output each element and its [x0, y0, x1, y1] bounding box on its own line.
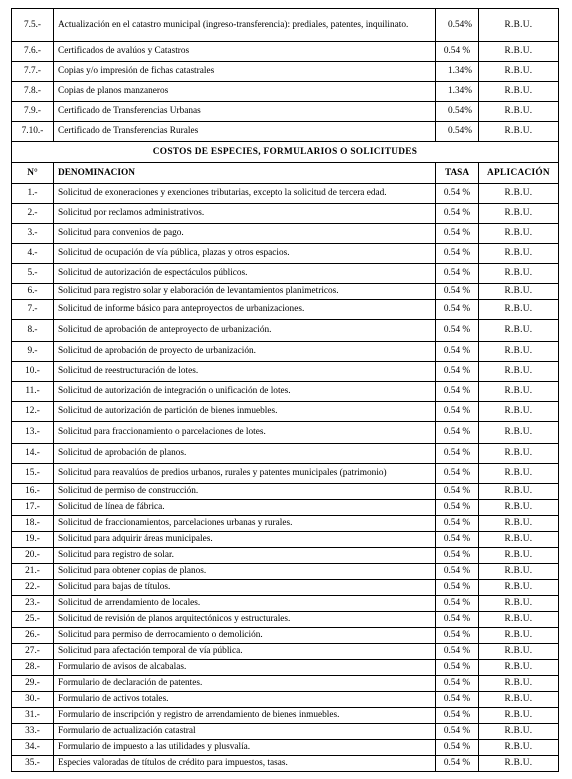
table-row: [12, 42, 559, 62]
row-aplicacion: R.B.U.: [479, 320, 559, 342]
row-tasa: 0.54 %: [436, 644, 479, 660]
table-row: [12, 628, 559, 644]
table-row: [12, 692, 559, 708]
table-row: [12, 500, 559, 516]
row-number: 16.-: [12, 484, 54, 500]
row-denominacion: Solicitud para afectación temporal de vía pública.: [54, 644, 436, 660]
table-row: [12, 204, 559, 224]
row-number: 5.-: [12, 264, 54, 284]
row-tasa: 0.54 %: [436, 660, 479, 676]
row-number: 25.-: [12, 612, 54, 628]
row-tasa: 0.54 %: [436, 484, 479, 500]
row-aplicacion: R.B.U.: [479, 660, 559, 676]
table-row: [12, 644, 559, 660]
table-row: [12, 444, 559, 464]
table-row: [12, 564, 559, 580]
table-row: [12, 612, 559, 628]
header-number: N°: [12, 163, 54, 184]
row-number: 10.-: [12, 362, 54, 382]
row-number: 31.-: [12, 708, 54, 724]
row-aplicacion: R.B.U.: [479, 184, 559, 204]
row-number: 7.10.-: [12, 122, 54, 142]
row-aplicacion: R.B.U.: [479, 204, 559, 224]
row-number: 3.-: [12, 224, 54, 244]
header-row: [12, 163, 559, 184]
row-aplicacion: R.B.U.: [479, 284, 559, 300]
row-denominacion: Certificado de Transferencias Urbanas: [54, 102, 436, 122]
row-aplicacion: R.B.U.: [479, 516, 559, 532]
fee-table: [11, 8, 559, 772]
row-tasa: 0.54%: [436, 9, 479, 42]
row-aplicacion: R.B.U.: [479, 342, 559, 362]
row-aplicacion: R.B.U.: [479, 564, 559, 580]
row-aplicacion: R.B.U.: [479, 42, 559, 62]
table-row: [12, 342, 559, 362]
row-denominacion: Copias de planos manzaneros: [54, 82, 436, 102]
row-tasa: 0.54 %: [436, 628, 479, 644]
row-tasa: 0.54 %: [436, 42, 479, 62]
table-row: [12, 82, 559, 102]
row-denominacion: Solicitud por reclamos administrativos.: [54, 204, 436, 224]
row-denominacion: Copias y/o impresión de fichas catastrales: [54, 62, 436, 82]
row-aplicacion: R.B.U.: [479, 644, 559, 660]
table-row: [12, 724, 559, 740]
row-denominacion: Formulario de activos totales.: [54, 692, 436, 708]
row-number: 13.-: [12, 422, 54, 444]
row-tasa: 0.54 %: [436, 464, 479, 484]
row-tasa: 0.54 %: [436, 402, 479, 422]
table-row: [12, 756, 559, 772]
row-tasa: 0.54 %: [436, 204, 479, 224]
row-denominacion: Solicitud de autorización de espectáculos públicos.: [54, 264, 436, 284]
row-number: 8.-: [12, 320, 54, 342]
row-tasa: 0.54 %: [436, 362, 479, 382]
row-number: 27.-: [12, 644, 54, 660]
row-tasa: 0.54 %: [436, 500, 479, 516]
row-aplicacion: R.B.U.: [479, 676, 559, 692]
table-row: [12, 62, 559, 82]
top-rows: [12, 9, 559, 142]
row-number: 29.-: [12, 676, 54, 692]
row-number: 1.-: [12, 184, 54, 204]
row-tasa: 0.54 %: [436, 284, 479, 300]
row-number: 7.6.-: [12, 42, 54, 62]
row-number: 2.-: [12, 204, 54, 224]
row-aplicacion: R.B.U.: [479, 548, 559, 564]
row-number: 30.-: [12, 692, 54, 708]
table-row: [12, 102, 559, 122]
row-tasa: 0.54 %: [436, 382, 479, 402]
row-aplicacion: R.B.U.: [479, 382, 559, 402]
header-aplicacion: APLICACIÓN: [479, 163, 559, 184]
row-number: 6.-: [12, 284, 54, 300]
table-row: [12, 516, 559, 532]
table-row: [12, 740, 559, 756]
row-aplicacion: R.B.U.: [479, 692, 559, 708]
table-row: [12, 362, 559, 382]
row-denominacion: Solicitud para bajas de títulos.: [54, 580, 436, 596]
row-number: 12.-: [12, 402, 54, 422]
row-aplicacion: R.B.U.: [479, 708, 559, 724]
row-aplicacion: R.B.U.: [479, 300, 559, 320]
row-denominacion: Solicitud para obtener copias de planos.: [54, 564, 436, 580]
row-aplicacion: R.B.U.: [479, 532, 559, 548]
row-tasa: 0.54 %: [436, 548, 479, 564]
row-denominacion: Solicitud de arrendamiento de locales.: [54, 596, 436, 612]
row-denominacion: Solicitud de línea de fábrica.: [54, 500, 436, 516]
row-denominacion: Solicitud para fraccionamiento o parcelaciones de lotes.: [54, 422, 436, 444]
row-denominacion: Solicitud de autorización de integración o unificación de lotes.: [54, 382, 436, 402]
row-tasa: 0.54 %: [436, 516, 479, 532]
row-tasa: 0.54 %: [436, 224, 479, 244]
table-row: [12, 320, 559, 342]
table-row: [12, 264, 559, 284]
row-aplicacion: R.B.U.: [479, 362, 559, 382]
row-tasa: 0.54 %: [436, 422, 479, 444]
row-denominacion: Solicitud de exoneraciones y exenciones tributarias, excepto la solicitud de tercera edad.: [54, 184, 436, 204]
section: [12, 142, 559, 184]
row-denominacion: Solicitud de reestructuración de lotes.: [54, 362, 436, 382]
table-row: [12, 122, 559, 142]
row-aplicacion: R.B.U.: [479, 464, 559, 484]
row-number: 22.-: [12, 580, 54, 596]
row-tasa: 0.54%: [436, 102, 479, 122]
row-aplicacion: R.B.U.: [479, 224, 559, 244]
row-denominacion: Solicitud para registro de solar.: [54, 548, 436, 564]
row-tasa: 0.54 %: [436, 580, 479, 596]
table-row: [12, 596, 559, 612]
row-tasa: 0.54 %: [436, 692, 479, 708]
row-denominacion: Solicitud para registro solar y elaboración de levantamientos planimetricos.: [54, 284, 436, 300]
row-aplicacion: R.B.U.: [479, 500, 559, 516]
table-row: [12, 464, 559, 484]
row-number: 11.-: [12, 382, 54, 402]
row-denominacion: Solicitud para reavalúos de predios urbanos, rurales y patentes municipales (patrimonio): [54, 464, 436, 484]
table-row: [12, 402, 559, 422]
row-tasa: 0.54 %: [436, 532, 479, 548]
row-aplicacion: R.B.U.: [479, 402, 559, 422]
table-row: [12, 676, 559, 692]
row-number: 7.-: [12, 300, 54, 320]
row-number: 20.-: [12, 548, 54, 564]
header-tasa: TASA: [436, 163, 479, 184]
row-denominacion: Solicitud de aprobación de proyecto de urbanización.: [54, 342, 436, 362]
row-denominacion: Especies valoradas de títulos de crédito para impuestos, tasas.: [54, 756, 436, 772]
table-row: [12, 422, 559, 444]
row-tasa: 0.54 %: [436, 564, 479, 580]
row-denominacion: Certificados de avalúos y Catastros: [54, 42, 436, 62]
row-aplicacion: R.B.U.: [479, 264, 559, 284]
table-row: [12, 184, 559, 204]
row-denominacion: Actualización en el catastro municipal (ingreso-transferencia): prediales, patentes, inquilinato.: [54, 9, 436, 42]
row-number: 28.-: [12, 660, 54, 676]
row-number: 35.-: [12, 756, 54, 772]
row-tasa: 0.54 %: [436, 342, 479, 362]
row-tasa: 0.54 %: [436, 264, 479, 284]
row-denominacion: Solicitud de revisión de planos arquitectónicos y estructurales.: [54, 612, 436, 628]
row-denominacion: Formulario de inscripción y registro de arrendamiento de bienes inmuebles.: [54, 708, 436, 724]
row-tasa: 0.54 %: [436, 756, 479, 772]
row-denominacion: Formulario de impuesto a las utilidades y plusvalía.: [54, 740, 436, 756]
row-denominacion: Solicitud de aprobación de planos.: [54, 444, 436, 464]
row-number: 14.-: [12, 444, 54, 464]
row-number: 15.-: [12, 464, 54, 484]
table-row: [12, 548, 559, 564]
row-number: 18.-: [12, 516, 54, 532]
row-tasa: 0.54 %: [436, 724, 479, 740]
row-number: 26.-: [12, 628, 54, 644]
row-number: 7.5.-: [12, 9, 54, 42]
table-row: [12, 532, 559, 548]
row-number: 9.-: [12, 342, 54, 362]
row-tasa: 0.54 %: [436, 300, 479, 320]
row-tasa: 1.34%: [436, 82, 479, 102]
row-aplicacion: R.B.U.: [479, 484, 559, 500]
row-tasa: 0.54 %: [436, 184, 479, 204]
row-aplicacion: R.B.U.: [479, 756, 559, 772]
row-denominacion: Solicitud de aprobación de anteproyecto de urbanización.: [54, 320, 436, 342]
row-denominacion: Formulario de avisos de alcabalas.: [54, 660, 436, 676]
row-aplicacion: R.B.U.: [479, 62, 559, 82]
row-denominacion: Formulario de actualización catastral: [54, 724, 436, 740]
row-number: 23.-: [12, 596, 54, 612]
row-aplicacion: R.B.U.: [479, 82, 559, 102]
row-number: 21.-: [12, 564, 54, 580]
row-aplicacion: R.B.U.: [479, 444, 559, 464]
row-aplicacion: R.B.U.: [479, 580, 559, 596]
table-row: [12, 224, 559, 244]
row-number: 4.-: [12, 244, 54, 264]
row-denominacion: Solicitud de ocupación de vía pública, plazas y otros espacios.: [54, 244, 436, 264]
table-row: [12, 580, 559, 596]
table-row: [12, 300, 559, 320]
table-row: [12, 484, 559, 500]
section-title-row: [12, 142, 559, 163]
row-number: 7.9.-: [12, 102, 54, 122]
row-number: 17.-: [12, 500, 54, 516]
row-denominacion: Solicitud para adquirir áreas municipales.: [54, 532, 436, 548]
row-number: 19.-: [12, 532, 54, 548]
row-tasa: 0.54 %: [436, 740, 479, 756]
row-tasa: 0.54 %: [436, 676, 479, 692]
row-number: 33.-: [12, 724, 54, 740]
row-aplicacion: R.B.U.: [479, 628, 559, 644]
row-denominacion: Formulario de declaración de patentes.: [54, 676, 436, 692]
row-aplicacion: R.B.U.: [479, 244, 559, 264]
row-tasa: 0.54 %: [436, 444, 479, 464]
row-tasa: 0.54 %: [436, 320, 479, 342]
row-denominacion: Solicitud de permiso de construcción.: [54, 484, 436, 500]
row-tasa: 0.54 %: [436, 708, 479, 724]
table-row: [12, 660, 559, 676]
row-denominacion: Solicitud de fraccionamientos, parcelaciones urbanas y rurales.: [54, 516, 436, 532]
row-denominacion: Certificado de Transferencias Rurales: [54, 122, 436, 142]
header-denominacion: DENOMINACION: [54, 163, 436, 184]
table-row: [12, 9, 559, 42]
row-tasa: 0.54 %: [436, 596, 479, 612]
fee-rows: [12, 184, 559, 772]
row-aplicacion: R.B.U.: [479, 422, 559, 444]
section-title: COSTOS DE ESPECIES, FORMULARIOS O SOLICITUDES: [12, 142, 559, 163]
table-row: [12, 244, 559, 264]
table-row: [12, 284, 559, 300]
row-aplicacion: R.B.U.: [479, 724, 559, 740]
row-number: 7.8.-: [12, 82, 54, 102]
row-tasa: 0.54 %: [436, 612, 479, 628]
row-denominacion: Solicitud para convenios de pago.: [54, 224, 436, 244]
table-row: [12, 708, 559, 724]
row-number: 7.7.-: [12, 62, 54, 82]
row-denominacion: Solicitud para permiso de derrocamiento o demolición.: [54, 628, 436, 644]
row-aplicacion: R.B.U.: [479, 102, 559, 122]
row-number: 34.-: [12, 740, 54, 756]
row-denominacion: Solicitud de informe básico para anteproyectos de urbanizaciones.: [54, 300, 436, 320]
row-aplicacion: R.B.U.: [479, 122, 559, 142]
row-tasa: 0.54 %: [436, 244, 479, 264]
table-row: [12, 382, 559, 402]
row-aplicacion: R.B.U.: [479, 9, 559, 42]
row-denominacion: Solicitud de autorización de partición de bienes inmuebles.: [54, 402, 436, 422]
row-aplicacion: R.B.U.: [479, 740, 559, 756]
row-tasa: 1.34%: [436, 62, 479, 82]
row-aplicacion: R.B.U.: [479, 596, 559, 612]
row-tasa: 0.54%: [436, 122, 479, 142]
row-aplicacion: R.B.U.: [479, 612, 559, 628]
